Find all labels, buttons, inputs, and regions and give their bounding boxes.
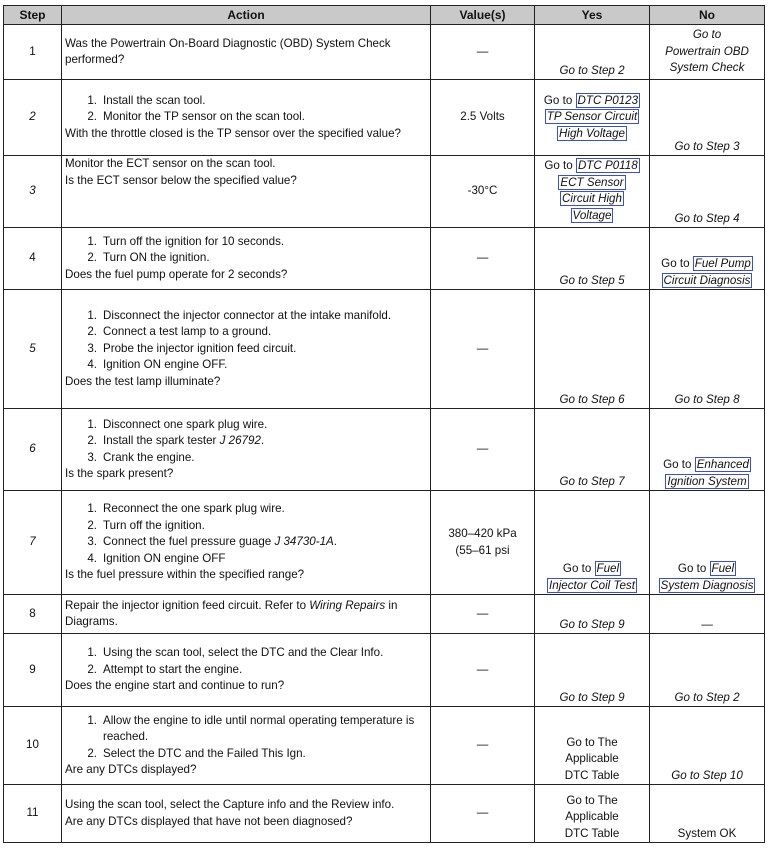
action-item: Monitor the TP sensor on the scan tool.	[103, 110, 305, 124]
step-number: 4	[4, 228, 62, 290]
no-link-line[interactable]: Powertrain OBD	[665, 44, 749, 58]
action-question: Does the engine start and continue to run?	[65, 679, 285, 693]
no-link-line[interactable]: System Check	[669, 61, 745, 75]
action-cell: 1. Reconnect the one spark plug wire. 2. Turn off the ignition. 3. Connect the fuel pressure guage J 34730-1A. 4. Ignition ON engine OFF Is the fuel pressure within the specified range?	[62, 491, 431, 595]
no-cell: Go to Step 2	[650, 634, 765, 707]
value-cell	[431, 491, 535, 595]
table-row	[4, 80, 765, 156]
header-yes: Yes	[535, 6, 650, 25]
yes-line: DTC Table	[564, 826, 620, 840]
header-row	[4, 6, 765, 25]
action-cell	[62, 25, 431, 80]
no-cell: —	[650, 595, 765, 634]
no-cell	[650, 228, 765, 290]
action-item: Attempt to start the engine.	[103, 662, 243, 676]
no-cell: Go to Step 8	[650, 290, 765, 409]
action-item: Allow the engine to idle until normal operating temperature is reached.	[103, 713, 415, 743]
action-item: Probe the injector ignition feed circuit.	[103, 341, 297, 355]
yes-cell	[535, 707, 650, 785]
ect-sensor-link[interactable]: ECT Sensor	[560, 175, 624, 189]
action-item: Turn off the ignition for 10 seconds.	[103, 234, 285, 248]
yes-cell	[535, 491, 650, 595]
yes-cell: Go to Step 9	[535, 634, 650, 707]
step-number: 1	[4, 25, 62, 80]
step-number: 3	[4, 156, 62, 228]
yes-prefix: Go to	[544, 159, 573, 172]
yes-cell: Go to Step 9	[535, 595, 650, 634]
action-cell: 1. Allow the engine to idle until normal operating temperature is reached. 2. Select the DTC and the Failed This Ign. Are any DTCs displayed?	[62, 707, 431, 785]
action-item: Install the scan tool.	[103, 93, 206, 107]
step-number: 6	[4, 409, 62, 491]
enhanced-link[interactable]: Enhanced	[696, 458, 749, 471]
action-text: Repair the injector ignition feed circuit. Refer to	[65, 598, 310, 612]
value-cell: —	[431, 409, 535, 491]
yes-prefix: Go to	[562, 562, 592, 575]
action-item: Install the spark tester	[103, 434, 220, 447]
yes-line: Applicable	[565, 810, 619, 823]
action-question: Is the ECT sensor below the specified value?	[65, 173, 297, 187]
no-cell: Go to Step 3	[650, 80, 765, 156]
no-cell: Go to Step 10	[650, 707, 765, 785]
action-cell: 1. Disconnect the injector connector at the intake manifold. 2. Connect a test lamp to a ground. 3. Probe the injector ignition feed circuit. 4. Ignition ON engine OFF. Does the test lamp illuminate?	[62, 290, 431, 409]
table-row	[4, 290, 765, 409]
fuel-link[interactable]: Fuel	[596, 562, 620, 575]
table-row	[4, 156, 765, 228]
table-row	[4, 634, 765, 707]
action-cell: 1. Turn off the ignition for 10 seconds. 2. Turn ON the ignition. Does the fuel pump operate for 2 seconds?	[62, 228, 431, 290]
action-item: Crank the engine.	[103, 450, 195, 464]
yes-cell	[535, 156, 650, 228]
no-cell	[650, 409, 765, 491]
yes-cell	[535, 80, 650, 156]
value-cell: 2.5 Volts	[431, 80, 535, 156]
action-cell	[62, 595, 431, 634]
action-question: With the throttle closed is the TP sensor over the specified value?	[65, 126, 401, 140]
diagnostic-table	[3, 5, 765, 843]
injector-coil-test-link[interactable]: Injector Coil Test	[549, 578, 635, 592]
action-question: Does the fuel pump operate for 2 seconds?	[65, 267, 288, 281]
value-cell: —	[431, 228, 535, 290]
action-item: Ignition ON engine OFF	[103, 551, 226, 565]
value-cell: —	[431, 785, 535, 843]
table-row	[4, 228, 765, 290]
header-step: Step	[4, 6, 62, 25]
value-cell: -30°C	[431, 156, 535, 228]
dtc-p0123-link[interactable]: DTC P0123	[577, 93, 639, 107]
fuel-link[interactable]: Fuel	[711, 562, 735, 575]
yes-cell: Go to Step 6	[535, 290, 650, 409]
high-voltage-link[interactable]: High Voltage	[559, 126, 625, 140]
step-number: 10	[4, 707, 62, 785]
action-line: Monitor the ECT sensor on the scan tool.	[65, 157, 276, 170]
table-row	[4, 595, 765, 634]
step-number: 2	[4, 80, 62, 156]
header-no: No	[650, 6, 765, 25]
no-cell: Go to Step 4	[650, 156, 765, 228]
circuit-diagnosis-link[interactable]: Circuit Diagnosis	[663, 273, 751, 287]
tool-number: J 34730-1A	[274, 535, 334, 549]
action-item: Disconnect one spark plug wire.	[103, 417, 268, 431]
action-item: Reconnect the one spark plug wire.	[103, 502, 285, 516]
action-question: Are any DTCs displayed that have not been diagnosed?	[65, 814, 353, 828]
yes-cell: Go to Step 7	[535, 409, 650, 491]
table-row	[4, 25, 765, 80]
dtc-p0118-link[interactable]: DTC P0118	[577, 159, 638, 172]
wiring-repairs-ref[interactable]: Wiring Repairs	[309, 598, 386, 612]
action-item: Disconnect the injector connector at the intake manifold.	[103, 308, 392, 322]
action-item: Turn ON the ignition.	[103, 251, 210, 265]
value-line: (55–61 psi	[455, 543, 510, 557]
action-cell: 1. Install the scan tool. 2. Monitor the TP sensor on the scan tool. With the throttle closed is the TP sensor over the specified value?	[62, 80, 431, 156]
system-diagnosis-link[interactable]: System Diagnosis	[660, 578, 754, 592]
action-cell: 1. Disconnect one spark plug wire. 2. Install the spark tester J 26792. 3. Crank the engine. Is the spark present?	[62, 409, 431, 491]
action-item: Connect a test lamp to a ground.	[103, 325, 272, 339]
action-line: Using the scan tool, select the Capture info and the Review info.	[65, 798, 395, 811]
no-prefix: Go to	[661, 257, 690, 270]
action-item: Using the scan tool, select the DTC and the Clear Info.	[103, 646, 384, 660]
ignition-system-link[interactable]: Ignition System	[667, 474, 747, 488]
yes-line: DTC Table	[564, 768, 620, 782]
yes-line: Go to The	[566, 793, 618, 807]
value-cell: —	[431, 290, 535, 409]
circuit-high-link[interactable]: Circuit High	[562, 192, 622, 205]
action-question: Is the spark present?	[65, 467, 174, 480]
fuel-pump-link[interactable]: Fuel Pump	[694, 257, 751, 270]
step-number: 9	[4, 634, 62, 707]
action-question: Does the test lamp illuminate?	[65, 374, 221, 388]
action-item: Connect the fuel pressure guage	[103, 535, 275, 549]
table-row	[4, 785, 765, 843]
step-number: 7	[4, 491, 62, 595]
step-number: 8	[4, 595, 62, 634]
yes-line: Go to The	[566, 735, 618, 749]
action-question: Are any DTCs displayed?	[65, 763, 197, 776]
no-cell	[650, 25, 765, 80]
voltage-link[interactable]: Voltage	[572, 208, 612, 222]
yes-cell: Go to Step 5	[535, 228, 650, 290]
no-text: Go to	[692, 28, 722, 42]
step-number: 5	[4, 290, 62, 409]
tool-number: J 26792	[219, 434, 261, 447]
header-action: Action	[62, 6, 431, 25]
yes-cell	[535, 785, 650, 843]
value-line: 380–420 kPa	[448, 527, 517, 540]
action-cell	[62, 785, 431, 843]
value-cell: —	[431, 595, 535, 634]
no-prefix: Go to	[677, 562, 707, 575]
action-cell	[62, 156, 431, 228]
no-prefix: Go to	[663, 458, 692, 471]
yes-prefix: Go to	[543, 93, 573, 107]
no-cell: System OK	[650, 785, 765, 843]
value-cell: —	[431, 634, 535, 707]
action-cell: 1. Using the scan tool, select the DTC and the Clear Info. 2. Attempt to start the engine. Does the engine start and continue to run?	[62, 634, 431, 707]
header-values: Value(s)	[431, 6, 535, 25]
table-row	[4, 409, 765, 491]
action-question: Was the Powertrain On-Board Diagnostic (OBD) System Check performed?	[65, 36, 391, 66]
tp-sensor-link[interactable]: TP Sensor Circuit	[546, 110, 638, 124]
value-cell: —	[431, 25, 535, 80]
action-question: Is the fuel pressure within the specified range?	[65, 568, 305, 582]
action-item: Ignition ON engine OFF.	[103, 358, 228, 372]
table-row	[4, 491, 765, 595]
yes-cell: Go to Step 2	[535, 25, 650, 80]
value-cell: —	[431, 707, 535, 785]
action-text: in Diagrams.	[65, 598, 398, 628]
no-cell	[650, 491, 765, 595]
table-row	[4, 707, 765, 785]
step-number: 11	[4, 785, 62, 843]
action-item: Turn off the ignition.	[103, 518, 205, 532]
action-item: Select the DTC and the Failed This Ign.	[103, 746, 306, 760]
yes-line: Applicable	[565, 752, 619, 765]
